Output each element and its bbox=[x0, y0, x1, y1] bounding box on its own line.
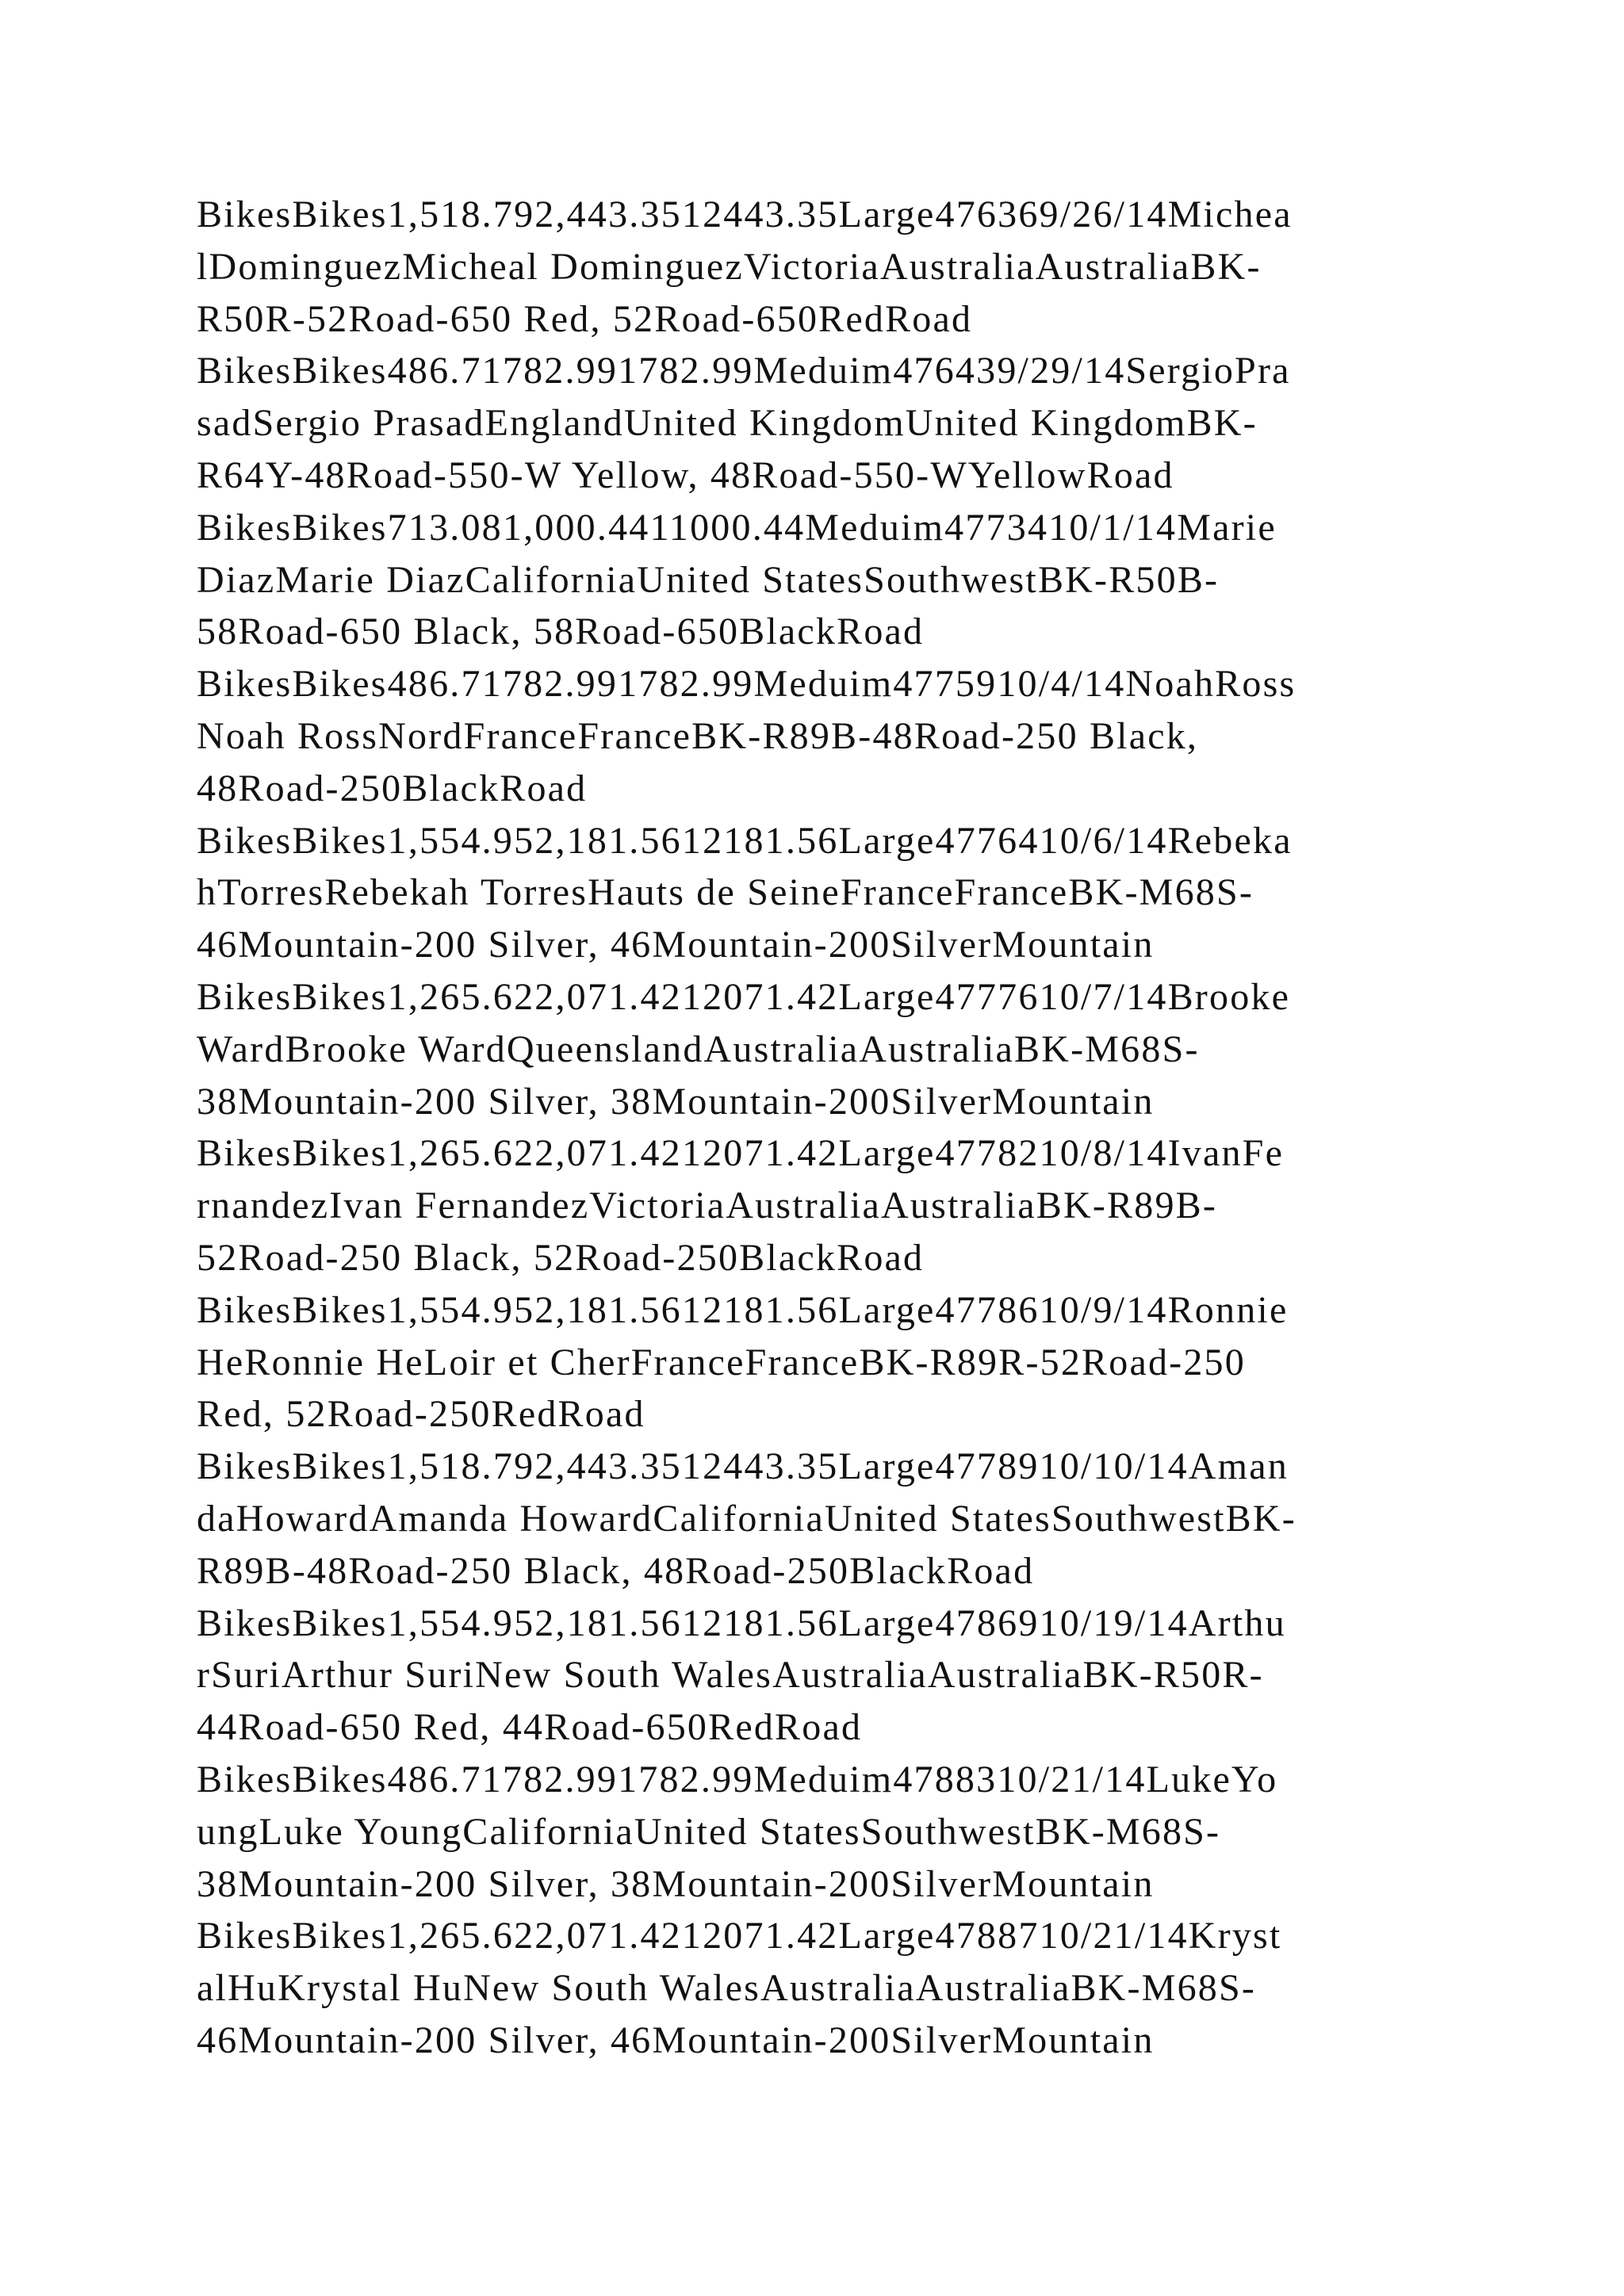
text-line: BikesBikes713.081,000.4411000.44Meduim4773410/1/14Marie bbox=[197, 506, 1277, 549]
text-line: BikesBikes1,518.792,443.3512443.35Large4778910/10/14Aman bbox=[197, 1445, 1289, 1488]
text-line: 52Road-250 Black, 52Road-250BlackRoad bbox=[197, 1236, 925, 1279]
text-line: BikesBikes486.71782.991782.99Meduim476439/29/14SergioPra bbox=[197, 350, 1291, 392]
text-line: 38Mountain-200 Silver, 38Mountain-200SilverMountain bbox=[197, 1862, 1155, 1905]
text-line: BikesBikes1,554.952,181.5612181.56Large4786910/19/14Arthu bbox=[197, 1601, 1286, 1644]
text-line: ungLuke YoungCaliforniaUnited StatesSouthwestBK-M68S- bbox=[197, 1810, 1221, 1853]
text-line: rSuriArthur SuriNew South WalesAustraliaAustraliaBK-R50R- bbox=[197, 1654, 1264, 1697]
text-line: 48Road-250BlackRoad bbox=[197, 767, 588, 809]
text-line: BikesBikes1,265.622,071.4212071.42Large4777610/7/14Brooke bbox=[197, 975, 1291, 1018]
text-line: BikesBikes486.71782.991782.99Meduim4788310/21/14LukeYo bbox=[197, 1758, 1278, 1800]
text-line: hTorresRebekah TorresHauts de SeineFranceFranceBK-M68S- bbox=[197, 871, 1254, 914]
text-line: DiazMarie DiazCaliforniaUnited StatesSouthwestBK-R50B- bbox=[197, 558, 1220, 601]
text-line: 46Mountain-200 Silver, 46Mountain-200SilverMountain bbox=[197, 2019, 1155, 2061]
text-line: lDominguezMicheal DominguezVictoriaAustraliaAustraliaBK- bbox=[197, 245, 1262, 288]
text-line: BikesBikes1,265.622,071.4212071.42Large4778210/8/14IvanFe bbox=[197, 1132, 1285, 1175]
text-line: 44Road-650 Red, 44Road-650RedRoad bbox=[197, 1706, 863, 1749]
text-line: HeRonnie HeLoir et CherFranceFranceBK-R89R-52Road-250 bbox=[197, 1341, 1246, 1383]
text-line: Noah RossNordFranceFranceBK-R89B-48Road-250 Black, bbox=[197, 714, 1199, 757]
text-line: WardBrooke WardQueenslandAustraliaAustraliaBK-M68S- bbox=[197, 1027, 1200, 1070]
text-line: alHuKrystal HuNew South WalesAustraliaAustraliaBK-M68S- bbox=[197, 1967, 1257, 2010]
text-line: 58Road-650 Black, 58Road-650BlackRoad bbox=[197, 610, 925, 653]
text-line: rnandezIvan FernandezVictoriaAustraliaAustraliaBK-R89B- bbox=[197, 1184, 1218, 1227]
text-line: BikesBikes1,554.952,181.5612181.56Large4776410/6/14Rebeka bbox=[197, 819, 1293, 862]
text-line: BikesBikes486.71782.991782.99Meduim4775910/4/14NoahRoss bbox=[197, 663, 1297, 706]
text-line: BikesBikes1,554.952,181.5612181.56Large4778610/9/14Ronnie bbox=[197, 1288, 1289, 1331]
text-line: Red, 52Road-250RedRoad bbox=[197, 1393, 645, 1436]
text-line: 46Mountain-200 Silver, 46Mountain-200SilverMountain bbox=[197, 924, 1155, 966]
text-line: R89B-48Road-250 Black, 48Road-250BlackRoad bbox=[197, 1549, 1035, 1592]
text-line: R64Y-48Road-550-W Yellow, 48Road-550-WYellowRoad bbox=[197, 453, 1174, 496]
text-line: 38Mountain-200 Silver, 38Mountain-200SilverMountain bbox=[197, 1080, 1155, 1123]
text-line: R50R-52Road-650 Red, 52Road-650RedRoad bbox=[197, 297, 973, 340]
text-line: BikesBikes1,265.622,071.4212071.42Large4788710/21/14Kryst bbox=[197, 1915, 1282, 1957]
text-line: sadSergio PrasadEnglandUnited KingdomUnited KingdomBK- bbox=[197, 402, 1258, 445]
text-line: BikesBikes1,518.792,443.3512443.35Large476369/26/14Michea bbox=[197, 193, 1293, 235]
document-body bbox=[197, 189, 1434, 2067]
text-line: daHowardAmanda HowardCaliforniaUnited StatesSouthwestBK- bbox=[197, 1497, 1297, 1540]
